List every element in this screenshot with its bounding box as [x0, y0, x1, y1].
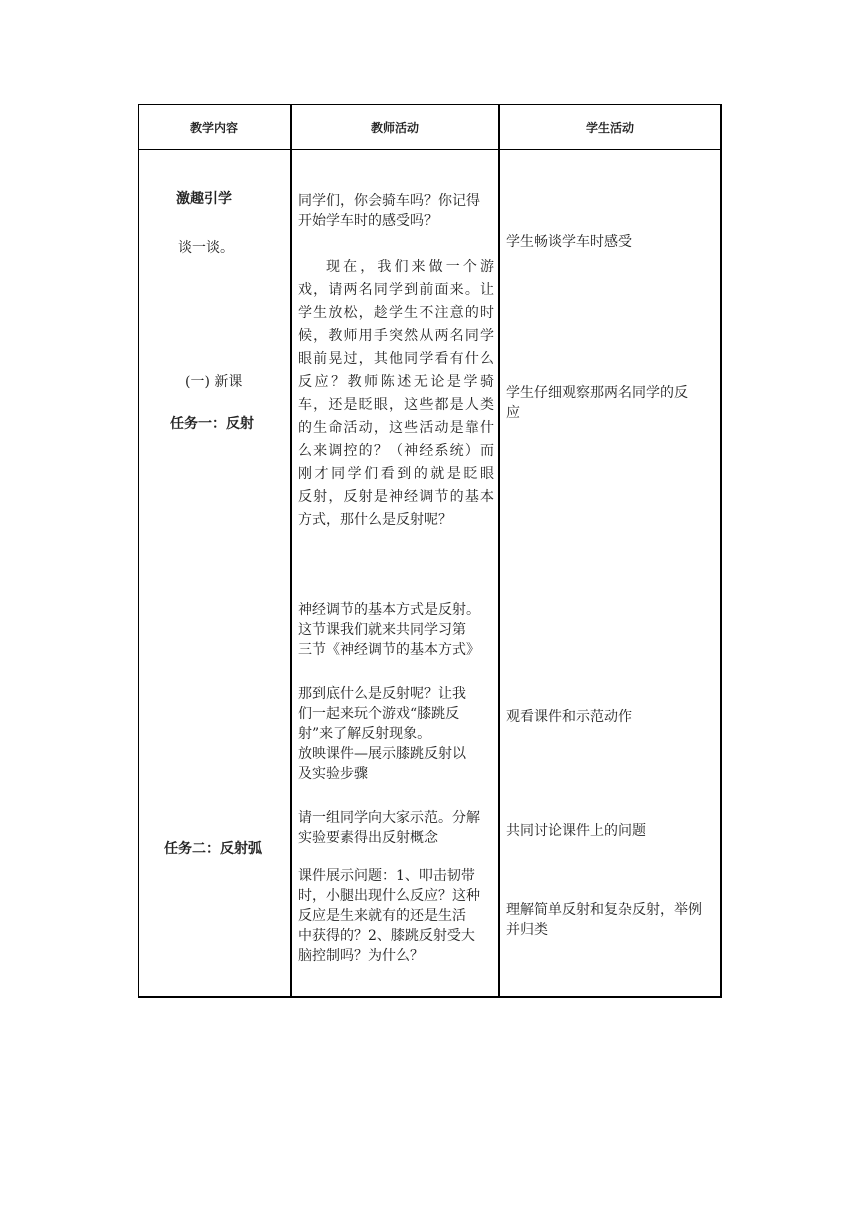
- teacher-paragraph-5: 请一组同学向大家示范。分解 实验要素得出反射概念: [298, 810, 480, 846]
- teacher-paragraph-1: 同学们，你会骑车吗？你记得 开始学车时的感受吗？: [298, 193, 480, 229]
- student-activity-4: 共同讨论课件上的问题: [506, 823, 646, 839]
- header-teaching-content: 教学内容: [189, 120, 238, 135]
- column-divider-1: [290, 104, 292, 998]
- header-teacher-activity: 教师活动: [370, 120, 419, 135]
- column-divider-2: [498, 104, 500, 998]
- teacher-paragraph-4: 那到底什么是反射呢？让我 们一起来玩个游戏“膝跳反 射”来了解反射现象。 放映课件—展示膝跳反射以 及实验步骤: [298, 686, 466, 782]
- header-student-activity: 学生活动: [585, 120, 634, 135]
- table-bottom-border: [138, 996, 722, 998]
- teacher-paragraph-3: 神经调节的基本方式是反射。 这节课我们就来共同学习第 三节《神经调节的基本方式》: [298, 602, 480, 658]
- intro-subtitle: 谈一谈。: [178, 240, 234, 256]
- lesson-plan-table: [138, 104, 722, 998]
- table-right-border: [720, 104, 722, 998]
- student-activity-2: 学生仔细观察那两名同学的反 应: [506, 385, 688, 421]
- student-activity-3: 观看课件和示范动作: [506, 709, 632, 725]
- task-one-title: 任务一：反射: [170, 416, 254, 432]
- student-activity-5: 理解简单反射和复杂反射，举例 并归类: [506, 902, 702, 938]
- teacher-paragraph-6: 课件展示问题：1、叩击韧带 时，小腿出现什么反应？这种 反应是生来就有的还是生活 中获得的？2、膝跳反射受大 脑控制吗？为什么？: [298, 868, 480, 964]
- new-lesson-label: (一) 新课: [185, 374, 243, 390]
- intro-title: 激趣引学: [176, 191, 232, 207]
- teacher-paragraph-2: 现在，我们来做一个游 戏，请两名同学到前面来。让 学生放松，趁学生不注意的时 候，教师用手突然从两名同学 眼前晃过，其他同学看有什么 反应？教师陈述无论是学骑 车，还是眨眼，这些都是人类 的生命活动，这些活动是靠什 么来调控的？（神经系统）而 刚才同学们看到的就是眨眼 反射，反射是神经调节的基本 方式，那什么是反射呢？: [298, 259, 494, 528]
- task-two-title: 任务二：反射弧: [164, 841, 262, 857]
- student-activity-1: 学生畅谈学车时感受: [506, 234, 632, 250]
- table-left-border: [138, 104, 139, 998]
